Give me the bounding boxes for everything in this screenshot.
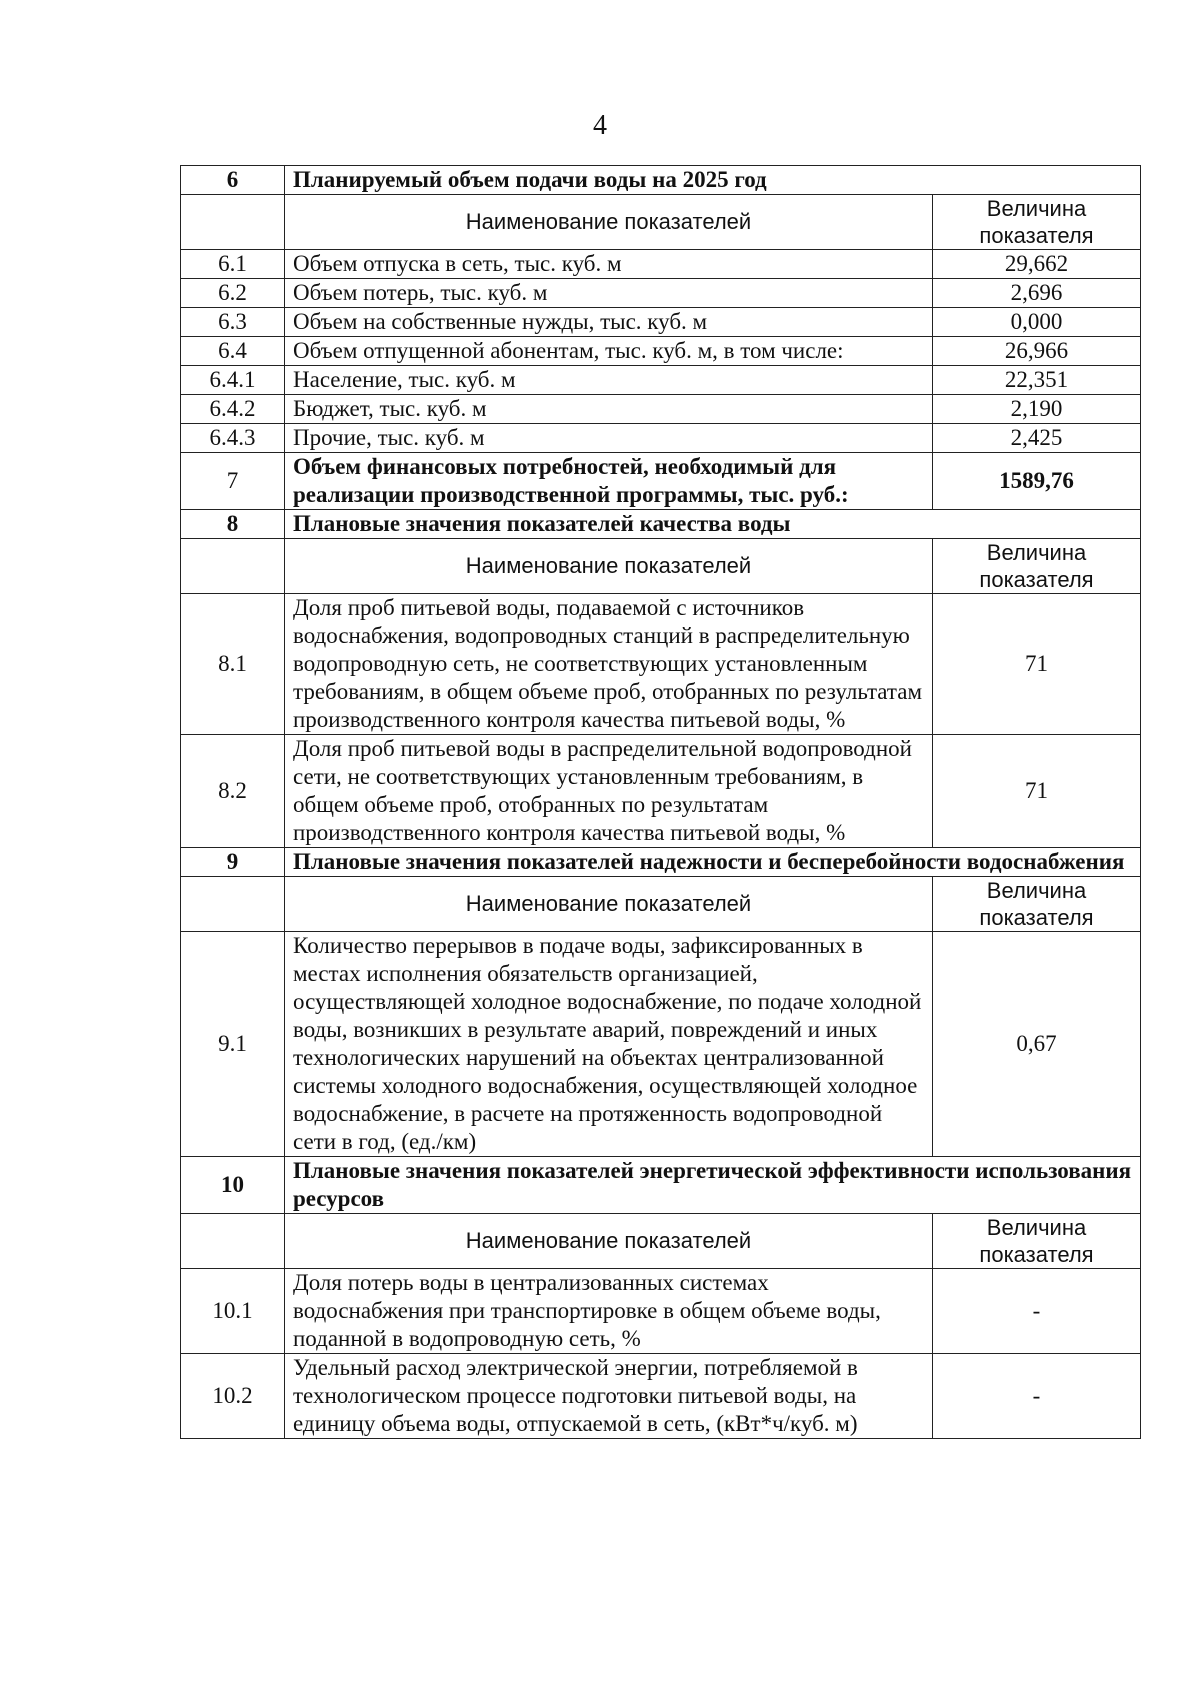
row-number: 8.2 — [181, 735, 285, 848]
table-row — [181, 1269, 1141, 1354]
table-row — [181, 395, 1141, 424]
row-number: 6.2 — [181, 279, 285, 308]
row-name: Объем на собственные нужды, тыс. куб. м — [285, 308, 933, 337]
row-number: 9.1 — [181, 932, 285, 1157]
header-empty-cell — [181, 1214, 285, 1269]
row-number: 6.4 — [181, 337, 285, 366]
header-row — [181, 877, 1141, 932]
row-value: 2,696 — [933, 279, 1141, 308]
section-10-title-row — [181, 1157, 1141, 1214]
section-number: 10 — [181, 1157, 285, 1214]
section-number: 9 — [181, 848, 285, 877]
section-title: Плановые значения показателей энергетической эффективности использования ресурсов — [285, 1157, 1141, 1214]
row-name: Объем потерь, тыс. куб. м — [285, 279, 933, 308]
section-title: Планируемый объем подачи воды на 2025 год — [285, 166, 1141, 195]
row-value: - — [933, 1269, 1141, 1354]
header-name: Наименование показателей — [285, 539, 933, 594]
table-row — [181, 735, 1141, 848]
header-empty-cell — [181, 195, 285, 250]
header-row — [181, 195, 1141, 250]
header-row — [181, 539, 1141, 594]
header-name: Наименование показателей — [285, 195, 933, 250]
section-title: Плановые значения показателей надежности и бесперебойности водоснабжения — [285, 848, 1141, 877]
row-value: 26,966 — [933, 337, 1141, 366]
table-row — [181, 594, 1141, 735]
row-name: Доля проб питьевой воды в распределительной водопроводной сети, не соответствующих установленным требованиям, в общем объеме проб, отобранных по результатам производственного контроля качества питьевой воды, % — [285, 735, 933, 848]
indicators-table — [180, 165, 1141, 1439]
table-row — [181, 250, 1141, 279]
row-value: 0,000 — [933, 308, 1141, 337]
row-name: Объем отпущенной абонентам, тыс. куб. м, в том числе: — [285, 337, 933, 366]
section-7-row — [181, 453, 1141, 510]
row-value: - — [933, 1354, 1141, 1439]
section-number: 6 — [181, 166, 285, 195]
row-name: Прочие, тыс. куб. м — [285, 424, 933, 453]
row-name: Количество перерывов в подаче воды, зафиксированных в местах исполнения обязательств организацией, осуществляющей холодное водоснабжение, по подаче холодной воды, возникших в результате аварий, повреждений и иных технологических нарушений на объектах централизованной системы холодного водоснабжения, осуществляющей холодное водоснабжение, в расчете на протяженность водопроводной сети в год, (ед./км) — [285, 932, 933, 1157]
row-value: 71 — [933, 594, 1141, 735]
header-empty-cell — [181, 539, 285, 594]
row-name: Доля проб питьевой воды, подаваемой с источников водоснабжения, водопроводных станций в распределительную водопроводную сеть, не соответствующих установленным требованиям, в общем объеме проб, отобранных по результатам производственного контроля качества питьевой воды, % — [285, 594, 933, 735]
table-row — [181, 932, 1141, 1157]
header-value: Величина показателя — [933, 539, 1141, 594]
row-name: Доля потерь воды в централизованных системах водоснабжения при транспортировке в общем объеме воды, поданной в водопроводную сеть, % — [285, 1269, 933, 1354]
row-number: 6.3 — [181, 308, 285, 337]
section-number: 8 — [181, 510, 285, 539]
financial-needs-value: 1589,76 — [933, 453, 1141, 510]
row-name: Население, тыс. куб. м — [285, 366, 933, 395]
row-number: 8.1 — [181, 594, 285, 735]
header-row — [181, 1214, 1141, 1269]
row-value: 22,351 — [933, 366, 1141, 395]
page-number: 4 — [593, 110, 607, 141]
header-value: Величина показателя — [933, 877, 1141, 932]
row-name: Удельный расход электрической энергии, потребляемой в технологическом процессе подготовки питьевой воды, на единицу объема воды, отпускаемой в сеть, (кВт*ч/куб. м) — [285, 1354, 933, 1439]
table-row — [181, 366, 1141, 395]
row-value: 29,662 — [933, 250, 1141, 279]
section-number: 7 — [181, 453, 285, 510]
row-name: Бюджет, тыс. куб. м — [285, 395, 933, 424]
row-number: 6.4.2 — [181, 395, 285, 424]
row-value: 71 — [933, 735, 1141, 848]
row-value: 2,190 — [933, 395, 1141, 424]
table-row — [181, 1354, 1141, 1439]
row-name: Объем отпуска в сеть, тыс. куб. м — [285, 250, 933, 279]
section-title: Объем финансовых потребностей, необходимый для реализации производственной программы, тыс. руб.: — [285, 453, 933, 510]
table-row — [181, 279, 1141, 308]
row-number: 10.1 — [181, 1269, 285, 1354]
table-row — [181, 308, 1141, 337]
header-name: Наименование показателей — [285, 877, 933, 932]
row-number: 6.1 — [181, 250, 285, 279]
header-value: Величина показателя — [933, 1214, 1141, 1269]
row-number: 10.2 — [181, 1354, 285, 1439]
section-9-title-row — [181, 848, 1141, 877]
header-name: Наименование показателей — [285, 1214, 933, 1269]
header-empty-cell — [181, 877, 285, 932]
section-6-title-row — [181, 166, 1141, 195]
header-value: Величина показателя — [933, 195, 1141, 250]
row-number: 6.4.1 — [181, 366, 285, 395]
row-value: 2,425 — [933, 424, 1141, 453]
row-value: 0,67 — [933, 932, 1141, 1157]
table-row — [181, 337, 1141, 366]
section-title: Плановые значения показателей качества воды — [285, 510, 1141, 539]
row-number: 6.4.3 — [181, 424, 285, 453]
section-8-title-row — [181, 510, 1141, 539]
table-row — [181, 424, 1141, 453]
